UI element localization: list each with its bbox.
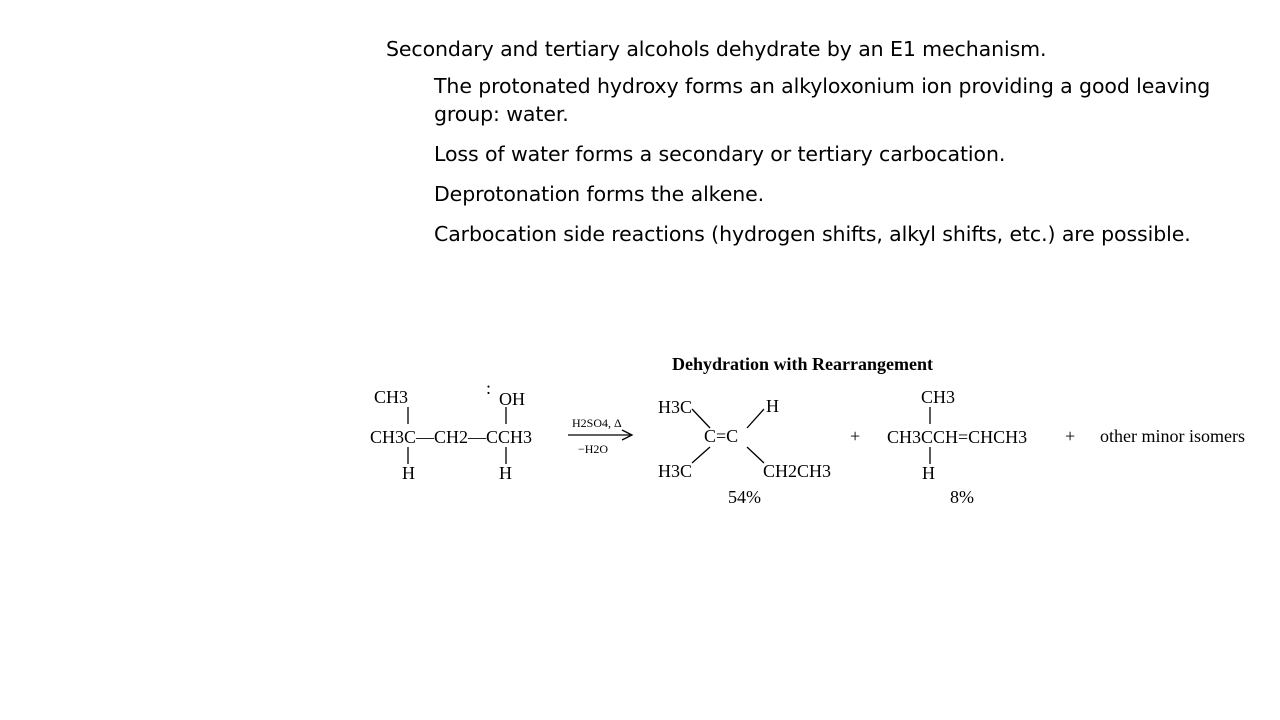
slide-heading: Secondary and tertiary alcohols dehydrate by an E1 mechanism. [386,37,1047,61]
reactant-methyl-top: CH3 [374,387,409,407]
major-product [658,396,831,507]
reactant-lone-pairs: : [486,378,492,398]
bullet-oxonium: The protonated hydroxy forms an alkyloxonium ion providing a good leaving group: water. [434,74,1211,126]
reactant-h-left: H [402,463,415,483]
major-ethyl: CH2CH3 [763,461,832,481]
major-methyl-lower: H3C [658,461,693,481]
reactant [370,378,532,483]
major-double-bond: C=C [704,426,739,446]
major-bond-lower-left [692,447,710,463]
bullet-carbocation: Loss of water forms a secondary or tertiary carbocation. [434,142,1006,166]
reactant-main-chain: CH3C—CH2—CCH3 [370,427,533,447]
scheme-title: Dehydration with Rearrangement [672,354,933,374]
plus-sign-2: + [1065,426,1076,446]
reactant-h-right: H [499,463,512,483]
minor-yield: 8% [950,487,974,507]
arrow-byproduct: −H2O [578,442,609,456]
arrow-reagent: H2SO4, Δ [572,416,622,430]
reaction-arrow [568,416,632,456]
minor-main-chain: CH3CCH=CHCH3 [887,427,1028,447]
minor-methyl-top: CH3 [921,387,956,407]
other-minor-isomers: other minor isomers [1100,426,1245,446]
plus-sign-1: + [850,426,861,446]
major-yield: 54% [728,487,761,507]
major-h: H [766,396,779,416]
major-methyl-upper: H3C [658,397,693,417]
major-bond-upper-right [747,409,764,428]
minor-product [887,387,1027,507]
bullet-deprotonation: Deprotonation forms the alkene. [434,182,765,206]
reaction-scheme [360,345,1270,520]
major-bond-lower-right [747,447,764,463]
bullet-side-reactions: Carbocation side reactions (hydrogen shifts, alkyl shifts, etc.) are possible. [434,222,1191,246]
minor-h: H [922,463,935,483]
reactant-hydroxyl: OH [499,389,525,409]
slide-text [386,30,1266,260]
